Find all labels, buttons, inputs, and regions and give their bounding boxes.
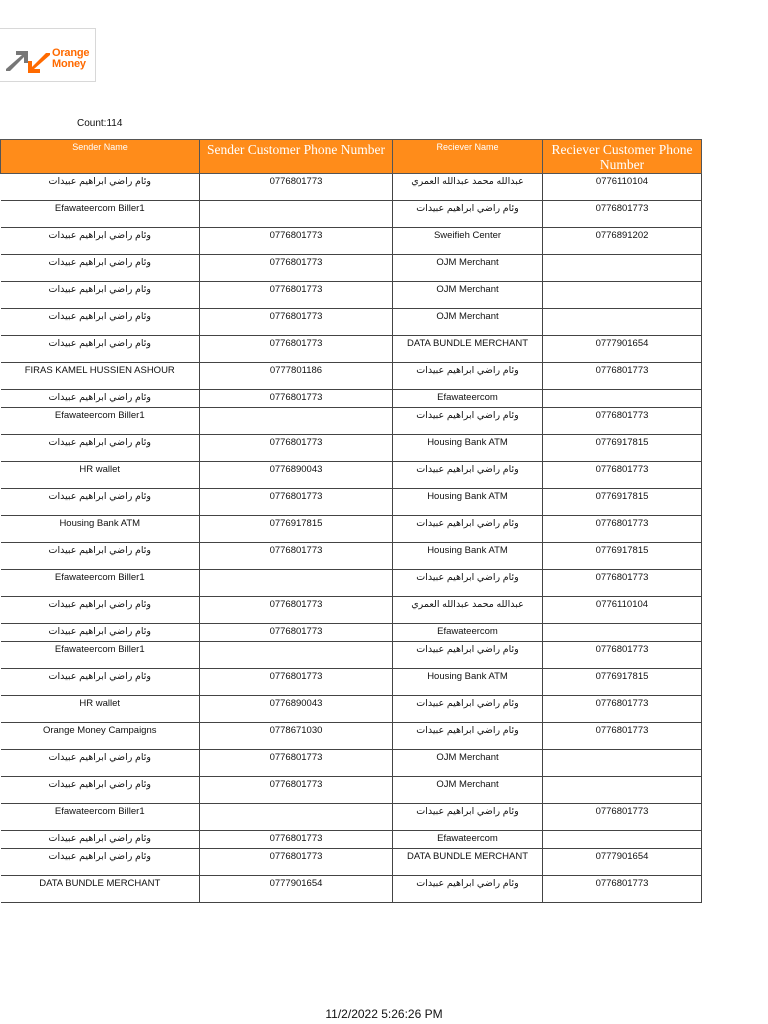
- cell-sender-phone: 0776801773: [200, 228, 393, 255]
- cell-receiver-name: وئام راضي ابراهيم عبيدات: [393, 570, 543, 597]
- cell-sender-phone: 0776917815: [200, 516, 393, 543]
- cell-sender-name: Housing Bank ATM: [1, 516, 200, 543]
- cell-sender-name: HR wallet: [1, 462, 200, 489]
- cell-sender-name: Efawateercom Biller1: [1, 642, 200, 669]
- table-row: [1, 669, 702, 696]
- table-row: [1, 408, 702, 435]
- cell-sender-name: DATA BUNDLE MERCHANT: [1, 876, 200, 903]
- cell-sender-phone: 0776801773: [200, 750, 393, 777]
- table-row: [1, 804, 702, 831]
- logo-text-line1: Orange: [52, 47, 90, 59]
- column-header-receiver-name: Reciever Name: [393, 140, 543, 174]
- cell-receiver-phone: 0776801773: [543, 723, 702, 750]
- cell-sender-phone: [200, 201, 393, 228]
- cell-sender-phone: 0776801773: [200, 309, 393, 336]
- cell-receiver-phone: 0776917815: [543, 543, 702, 570]
- table-row: [1, 390, 702, 408]
- table-row: [1, 174, 702, 201]
- cell-sender-name: Orange Money Campaigns: [1, 723, 200, 750]
- cell-sender-phone: 0776801773: [200, 624, 393, 642]
- cell-sender-phone: 0776801773: [200, 390, 393, 408]
- cell-receiver-phone: 0776110104: [543, 597, 702, 624]
- cell-receiver-name: OJM Merchant: [393, 750, 543, 777]
- cell-receiver-phone: [543, 309, 702, 336]
- cell-receiver-name: Sweifieh Center: [393, 228, 543, 255]
- cell-sender-name: وئام راضي ابراهيم عبيدات: [1, 255, 200, 282]
- cell-sender-phone: 0776801773: [200, 489, 393, 516]
- cell-sender-name: وئام راضي ابراهيم عبيدات: [1, 849, 200, 876]
- cell-receiver-name: وئام راضي ابراهيم عبيدات: [393, 723, 543, 750]
- cell-sender-name: وئام راضي ابراهيم عبيدات: [1, 435, 200, 462]
- table-row: [1, 543, 702, 570]
- table-row: [1, 309, 702, 336]
- table-row: [1, 462, 702, 489]
- cell-receiver-name: Housing Bank ATM: [393, 489, 543, 516]
- cell-sender-phone: 0776801773: [200, 336, 393, 363]
- cell-receiver-name: وئام راضي ابراهيم عبيدات: [393, 363, 543, 390]
- cell-receiver-name: Efawateercom: [393, 831, 543, 849]
- cell-receiver-phone: 0776801773: [543, 570, 702, 597]
- column-header-sender-name: Sender Name: [1, 140, 200, 174]
- table-row: [1, 624, 702, 642]
- cell-receiver-phone: [543, 831, 702, 849]
- cell-sender-phone: [200, 570, 393, 597]
- cell-receiver-phone: 0776801773: [543, 462, 702, 489]
- table-row: [1, 516, 702, 543]
- cell-sender-name: وئام راضي ابراهيم عبيدات: [1, 669, 200, 696]
- cell-sender-phone: 0776890043: [200, 696, 393, 723]
- logo-text-line2: Money: [52, 58, 86, 70]
- orange-money-logo: [0, 28, 96, 82]
- cell-receiver-name: وئام راضي ابراهيم عبيدات: [393, 642, 543, 669]
- cell-sender-phone: 0778671030: [200, 723, 393, 750]
- cell-sender-phone: 0776801773: [200, 831, 393, 849]
- cell-sender-name: وئام راضي ابراهيم عبيدات: [1, 174, 200, 201]
- cell-sender-phone: 0776801773: [200, 597, 393, 624]
- cell-receiver-phone: 0777901654: [543, 336, 702, 363]
- cell-sender-name: وئام راضي ابراهيم عبيدات: [1, 777, 200, 804]
- cell-receiver-name: OJM Merchant: [393, 282, 543, 309]
- cell-receiver-name: وئام راضي ابراهيم عبيدات: [393, 876, 543, 903]
- cell-sender-name: HR wallet: [1, 696, 200, 723]
- table-body: [1, 174, 702, 903]
- cell-sender-phone: 0777901654: [200, 876, 393, 903]
- cell-sender-phone: [200, 408, 393, 435]
- transactions-table: [0, 139, 702, 903]
- cell-sender-name: Efawateercom Biller1: [1, 408, 200, 435]
- table-row: [1, 435, 702, 462]
- cell-sender-phone: 0776801773: [200, 777, 393, 804]
- cell-sender-name: وئام راضي ابراهيم عبيدات: [1, 336, 200, 363]
- cell-receiver-name: عبدالله محمد عبدالله العمري: [393, 597, 543, 624]
- table-row: [1, 597, 702, 624]
- cell-receiver-phone: [543, 750, 702, 777]
- cell-sender-phone: 0776801773: [200, 849, 393, 876]
- cell-receiver-name: Efawateercom: [393, 624, 543, 642]
- cell-receiver-phone: [543, 390, 702, 408]
- table-row: [1, 489, 702, 516]
- cell-sender-name: وئام راضي ابراهيم عبيدات: [1, 390, 200, 408]
- cell-sender-name: وئام راضي ابراهيم عبيدات: [1, 309, 200, 336]
- table-row: [1, 876, 702, 903]
- cell-receiver-name: وئام راضي ابراهيم عبيدات: [393, 516, 543, 543]
- cell-receiver-name: وئام راضي ابراهيم عبيدات: [393, 462, 543, 489]
- table-row: [1, 831, 702, 849]
- cell-sender-name: Efawateercom Biller1: [1, 804, 200, 831]
- cell-receiver-phone: [543, 777, 702, 804]
- cell-sender-phone: 0776890043: [200, 462, 393, 489]
- cell-sender-name: وئام راضي ابراهيم عبيدات: [1, 750, 200, 777]
- cell-receiver-phone: [543, 624, 702, 642]
- cell-sender-phone: 0776801773: [200, 435, 393, 462]
- cell-sender-phone: 0776801773: [200, 174, 393, 201]
- column-header-receiver-phone: Reciever Customer Phone Number: [543, 140, 702, 174]
- cell-receiver-name: Housing Bank ATM: [393, 543, 543, 570]
- record-count: Count:114: [77, 118, 123, 129]
- cell-receiver-name: وئام راضي ابراهيم عبيدات: [393, 408, 543, 435]
- cell-receiver-name: Efawateercom: [393, 390, 543, 408]
- cell-receiver-phone: [543, 282, 702, 309]
- table-row: [1, 696, 702, 723]
- cell-receiver-phone: 0776801773: [543, 804, 702, 831]
- cell-receiver-phone: 0776801773: [543, 516, 702, 543]
- cell-receiver-phone: 0776917815: [543, 435, 702, 462]
- cell-receiver-name: وئام راضي ابراهيم عبيدات: [393, 804, 543, 831]
- table-row: [1, 255, 702, 282]
- table-row: [1, 282, 702, 309]
- cell-receiver-phone: 0776917815: [543, 669, 702, 696]
- cell-sender-phone: 0777801186: [200, 363, 393, 390]
- cell-receiver-phone: 0776801773: [543, 696, 702, 723]
- table-row: [1, 777, 702, 804]
- cell-sender-phone: 0776801773: [200, 282, 393, 309]
- cell-receiver-name: OJM Merchant: [393, 255, 543, 282]
- cell-receiver-phone: 0776801773: [543, 876, 702, 903]
- cell-receiver-phone: [543, 255, 702, 282]
- table-row: [1, 363, 702, 390]
- cell-receiver-name: وئام راضي ابراهيم عبيدات: [393, 696, 543, 723]
- cell-sender-phone: [200, 804, 393, 831]
- cell-receiver-phone: 0776801773: [543, 408, 702, 435]
- table-row: [1, 642, 702, 669]
- cell-sender-name: FIRAS KAMEL HUSSIEN ASHOUR: [1, 363, 200, 390]
- cell-receiver-name: Housing Bank ATM: [393, 435, 543, 462]
- orange-money-arrows-icon: [6, 51, 50, 73]
- table-row: [1, 201, 702, 228]
- table-row: [1, 849, 702, 876]
- cell-sender-name: Efawateercom Biller1: [1, 201, 200, 228]
- cell-receiver-name: وئام راضي ابراهيم عبيدات: [393, 201, 543, 228]
- cell-sender-name: وئام راضي ابراهيم عبيدات: [1, 831, 200, 849]
- column-header-sender-phone: Sender Customer Phone Number: [200, 140, 393, 174]
- cell-sender-name: وئام راضي ابراهيم عبيدات: [1, 597, 200, 624]
- table-row: [1, 336, 702, 363]
- table-header-row: [1, 140, 702, 174]
- cell-receiver-name: Housing Bank ATM: [393, 669, 543, 696]
- cell-receiver-name: DATA BUNDLE MERCHANT: [393, 849, 543, 876]
- cell-receiver-phone: 0776110104: [543, 174, 702, 201]
- cell-receiver-name: OJM Merchant: [393, 309, 543, 336]
- cell-sender-phone: [200, 642, 393, 669]
- cell-receiver-phone: 0776801773: [543, 363, 702, 390]
- table-row: [1, 723, 702, 750]
- cell-sender-phone: 0776801773: [200, 543, 393, 570]
- cell-sender-name: وئام راضي ابراهيم عبيدات: [1, 624, 200, 642]
- cell-receiver-phone: 0777901654: [543, 849, 702, 876]
- cell-sender-phone: 0776801773: [200, 255, 393, 282]
- cell-sender-name: Efawateercom Biller1: [1, 570, 200, 597]
- cell-sender-name: وئام راضي ابراهيم عبيدات: [1, 282, 200, 309]
- cell-receiver-phone: 0776801773: [543, 201, 702, 228]
- cell-sender-name: وئام راضي ابراهيم عبيدات: [1, 228, 200, 255]
- cell-receiver-phone: 0776801773: [543, 642, 702, 669]
- cell-receiver-phone: 0776917815: [543, 489, 702, 516]
- table-row: [1, 228, 702, 255]
- table-row: [1, 570, 702, 597]
- cell-sender-name: وئام راضي ابراهيم عبيدات: [1, 489, 200, 516]
- cell-sender-name: وئام راضي ابراهيم عبيدات: [1, 543, 200, 570]
- cell-receiver-name: عبدالله محمد عبدالله العمري: [393, 174, 543, 201]
- cell-receiver-phone: 0776891202: [543, 228, 702, 255]
- report-timestamp: 11/2/2022 5:26:26 PM: [325, 1007, 443, 1021]
- cell-sender-phone: 0776801773: [200, 669, 393, 696]
- table-row: [1, 750, 702, 777]
- cell-receiver-name: OJM Merchant: [393, 777, 543, 804]
- cell-receiver-name: DATA BUNDLE MERCHANT: [393, 336, 543, 363]
